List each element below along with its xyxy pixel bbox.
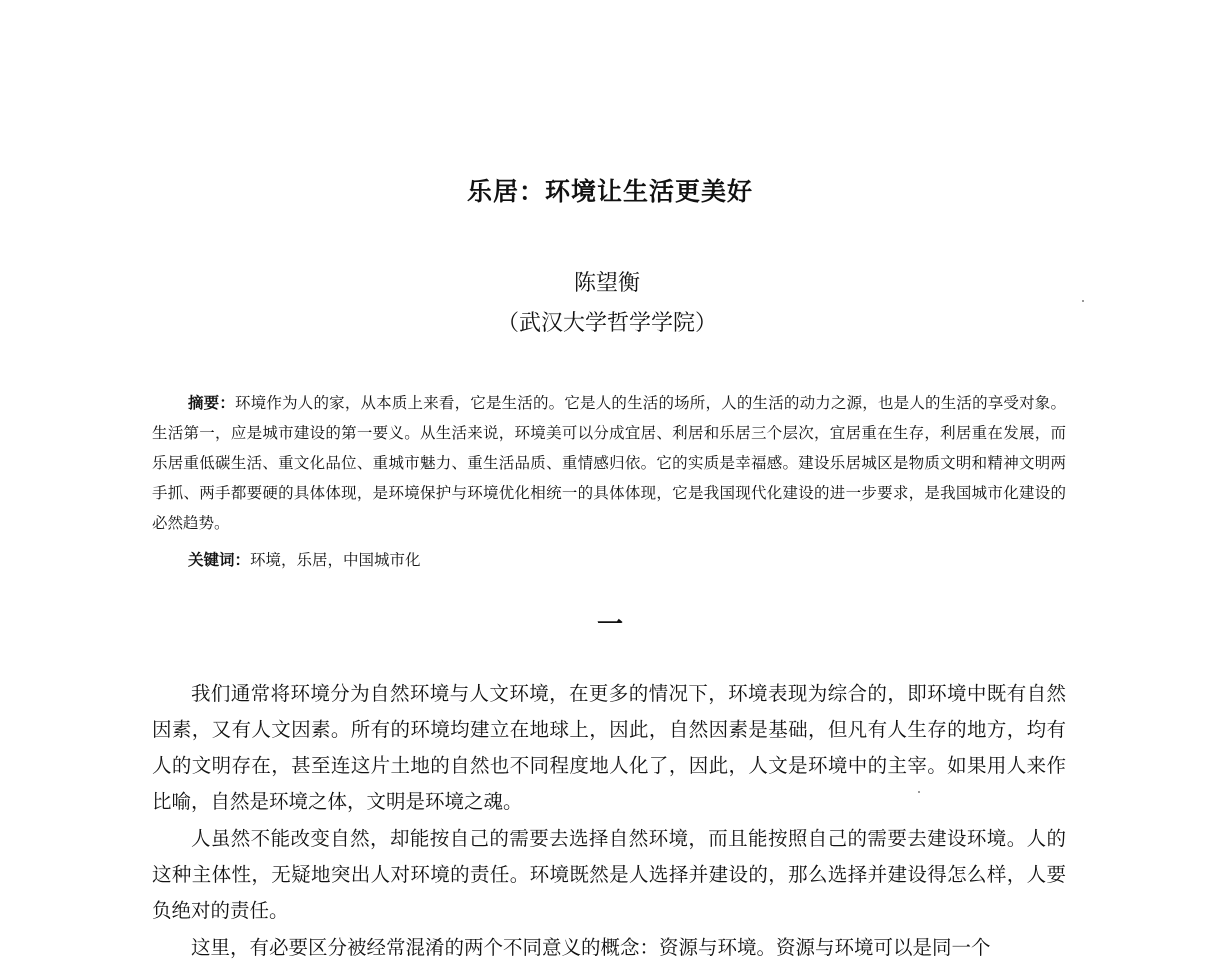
body-text xyxy=(152,676,1066,967)
body-paragraph-3: 这里，有必要区分被经常混淆的两个不同意义的概念：资源与环境。资源与环境可以是同一个 xyxy=(191,936,991,959)
scan-speck xyxy=(918,791,920,793)
abstract-label: 摘要： xyxy=(188,394,236,412)
keywords-block xyxy=(188,545,1066,575)
keywords-text: 环境，乐居，中国城市化 xyxy=(250,551,421,569)
body-paragraph-2: 人虽然不能改变自然，却能按自己的需要去选择自然环境，而且能按照自己的需要去建设环境。人的这种主体性，无疑地突出人对环境的责任。环境既然是人选择并建设的，那么选择并建设得怎么样，人要负绝对的责任。 xyxy=(152,827,1066,922)
author-affiliation: （武汉大学哲学学院） xyxy=(496,311,717,336)
abstract-text: 环境作为人的家，从本质上来看，它是生活的。它是人的生活的场所，人的生活的动力之源，也是人的生活的享受对象。生活第一，应是城市建设的第一要义。从生活来说，环境美可以分成宜居、利居和乐居三个层次，宜居重在生存，利居重在发展，而乐居重低碳生活、重文化品位、重城市魅力、重生活品质、重情感归依。它的实质是幸福感。建设乐居城区是物质文明和精神文明两手抓、两手都要硬的具体体现，是环境保护与环境优化相统一的具体体现，它是我国现代化建设的进一步要求，是我国城市化建设的必然趋势。 xyxy=(152,394,1066,532)
section-heading: 一 xyxy=(596,610,623,640)
paper-title: 乐居：环境让生活更美好 xyxy=(466,177,753,206)
body-paragraph-1: 我们通常将环境分为自然环境与人文环境，在更多的情况下，环境表现为综合的，即环境中既有自然因素，又有人文因素。所有的环境均建立在地球上，因此，自然因素是基础，但凡有人生存的地方，均有人的文明存在，甚至连这片土地的自然也不同程度地人化了，因此，人文是环境中的主宰。如果用人来作比喻，自然是环境之体，文明是环境之魂。 xyxy=(152,682,1066,813)
scan-speck xyxy=(1082,300,1084,302)
author-name: 陈望衡 xyxy=(573,271,640,296)
keywords-label: 关键词： xyxy=(188,551,251,569)
abstract-block xyxy=(152,388,1066,538)
